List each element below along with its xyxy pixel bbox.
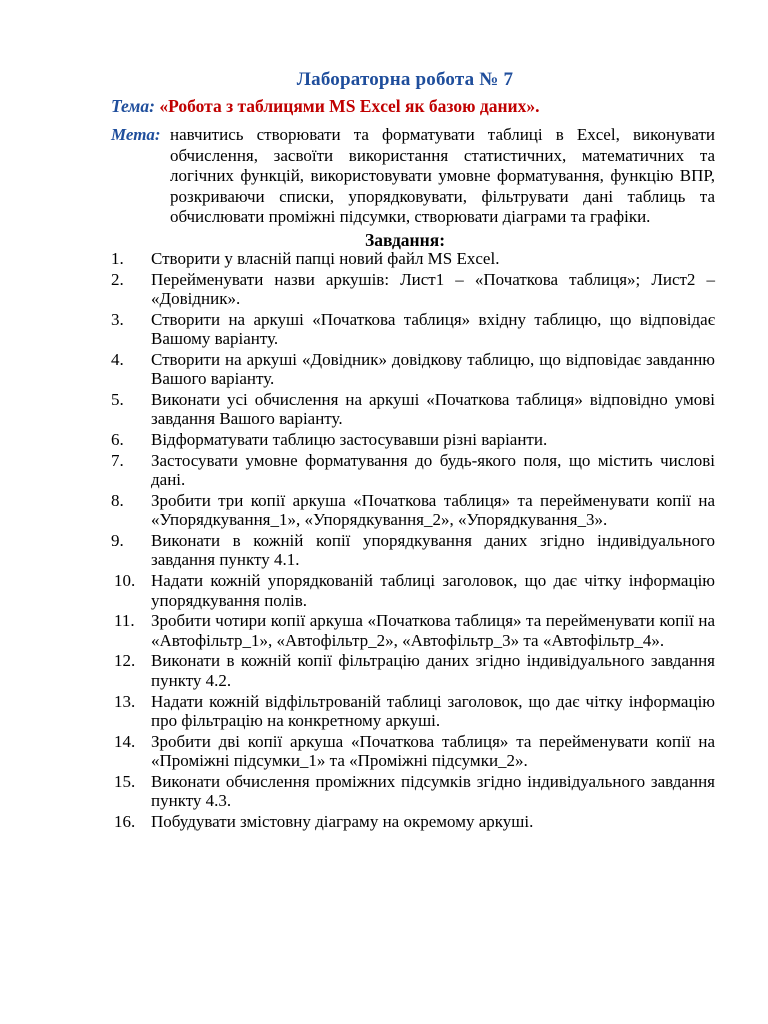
- task-item: [111, 350, 715, 389]
- task-item: [111, 732, 715, 771]
- task-item: [111, 249, 715, 268]
- task-text: Перейменувати назви аркушів: Лист1 – «Початкова таблиця»; Лист2 – «Довідник».: [151, 269, 715, 309]
- task-text: Виконати в кожній копії упорядкування даних згідно індивідуального завдання пункту 4.1.: [151, 531, 715, 570]
- topic-value: «Робота з таблицями MS Excel як базою даних».: [159, 96, 540, 116]
- task-text: Відформатувати таблицю застосувавши різні варіанти.: [151, 430, 548, 450]
- topic-line: [111, 96, 540, 117]
- document-title: Лабораторна робота № 7: [296, 69, 514, 90]
- task-text: Виконати усі обчислення на аркуші «Початкова таблиця» відповідно умові завдання Вашого варіанту.: [151, 390, 715, 429]
- task-number: 16.: [114, 811, 136, 831]
- task-number: 13.: [114, 691, 136, 711]
- task-number: 11.: [114, 611, 135, 631]
- goal-text: навчитись створювати та форматувати таблиці в Excel, виконувати обчислення, засвоїти використання статистичних, математичних та логічних функцій, використовувати умовне форматування, функцію ВПР, розкриваючи списки, упорядковувати, фільтрувати дані таблиць та обчислювати проміжні підсумки, створювати діаграми та графіки.: [170, 125, 715, 226]
- task-text: Виконати в кожній копії фільтрацію даних згідно індивідуального завдання пункту 4.2.: [151, 651, 715, 690]
- task-item: [111, 430, 715, 449]
- topic-label: Тема:: [111, 96, 155, 116]
- task-number: 6.: [111, 430, 124, 450]
- task-number: 14.: [114, 731, 136, 751]
- tasks-list: [111, 249, 715, 833]
- task-item: [111, 451, 715, 490]
- goal-label: Мета:: [111, 125, 161, 144]
- task-number: 5.: [111, 390, 124, 410]
- task-item: [111, 611, 715, 650]
- task-text: Надати кожній відфільтрованій таблиці заголовок, що дає чітку інформацію про фільтрацію на конкретному аркуші.: [151, 691, 715, 730]
- task-number: 9.: [111, 531, 124, 551]
- task-text: Застосувати умовне форматування до будь-якого поля, що містить числові дані.: [151, 450, 715, 490]
- task-number: 2.: [111, 269, 124, 289]
- task-text: Виконати обчислення проміжних підсумків згідно індивідуального завдання пункту 4.3.: [151, 771, 715, 811]
- task-item: [111, 651, 715, 690]
- task-text: Зробити чотири копії аркуша «Початкова таблиця» та перейменувати копії на «Автофільтр_1», «Автофільтр_2», «Автофільтр_3» та «Автофільтр_4».: [151, 611, 715, 650]
- task-text: Створити у власній папці новий файл MS Excel.: [151, 249, 500, 268]
- task-number: 15.: [114, 771, 136, 791]
- tasks-heading: Завдання:: [364, 230, 446, 250]
- task-number: 12.: [114, 651, 136, 671]
- task-item: [111, 310, 715, 349]
- task-text: Створити на аркуші «Довідник» довідкову таблицю, що відповідає завданню Вашого варіанту.: [151, 349, 715, 389]
- task-text: Побудувати змістовну діаграму на окремому аркуші.: [151, 811, 534, 831]
- task-text: Надати кожній упорядкованій таблиці заголовок, що дає чітку інформацію упорядкування полів.: [151, 571, 715, 610]
- task-item: [111, 692, 715, 731]
- goal-block: [111, 125, 715, 228]
- task-number: 7.: [111, 450, 124, 470]
- task-item: [111, 390, 715, 429]
- task-number: 8.: [111, 490, 124, 510]
- task-item: [111, 270, 715, 309]
- task-item: [111, 491, 715, 530]
- task-number: 4.: [111, 349, 124, 369]
- task-text: Зробити три копії аркуша «Початкова таблиця» та перейменувати копії на «Упорядкування_1», «Упорядкування_2», «Упорядкування_3».: [151, 490, 715, 530]
- task-item: [111, 571, 715, 610]
- task-text: Зробити дві копії аркуша «Початкова таблиця» та перейменувати копії на «Проміжні підсумки_1» та «Проміжні підсумки_2».: [151, 731, 715, 771]
- task-number: 3.: [111, 309, 124, 329]
- task-text: Створити на аркуші «Початкова таблиця» вхідну таблицю, що відповідає Вашому варіанту.: [151, 309, 715, 349]
- task-item: [111, 772, 715, 811]
- task-item: [111, 531, 715, 570]
- task-number: 1.: [111, 249, 124, 268]
- task-item: [111, 812, 715, 831]
- task-number: 10.: [114, 571, 136, 591]
